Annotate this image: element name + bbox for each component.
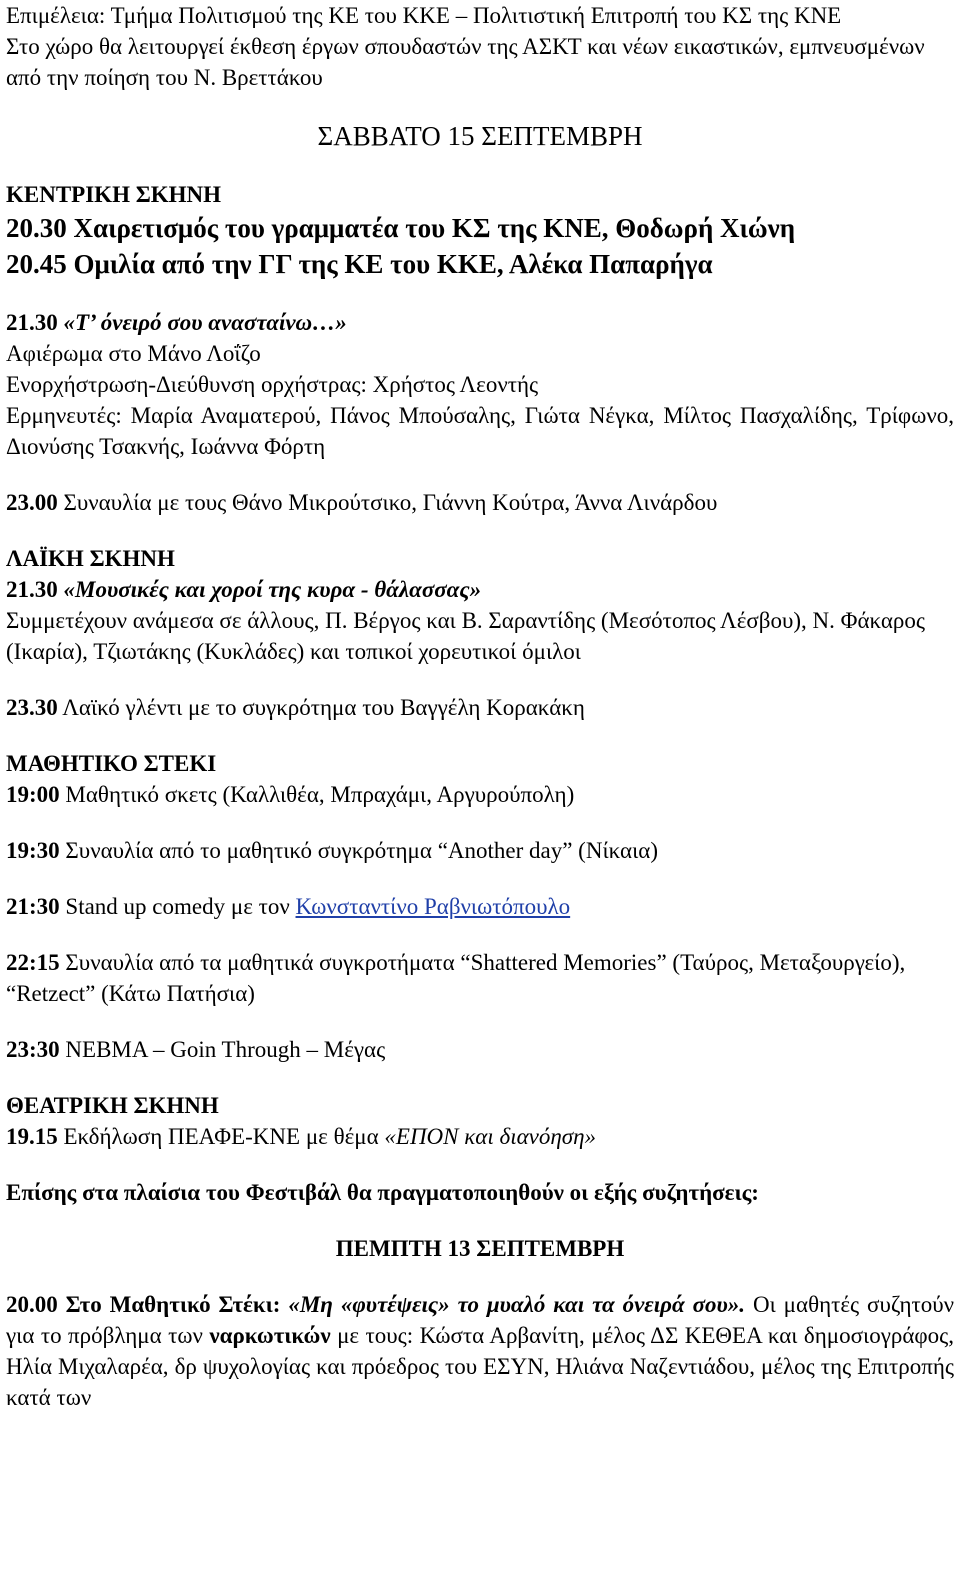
folk-item-2-text: Λαϊκό γλέντι με το συγκρότημα του Βαγγέλη Κορακάκη: [62, 695, 585, 720]
discussions-heading: Επίσης στα πλαίσια του Φεστιβάλ θα πραγματοποιηθούν οι εξής συζητήσεις:: [6, 1180, 759, 1205]
student-item-4-time: 22:15: [6, 950, 60, 975]
central-item-3-title: «Τ’ όνειρό σου ανασταίνω…»: [63, 310, 347, 335]
central-item-3-performers: Ερμηνευτές: Μαρία Αναματερού, Πάνος Μπούσαλης, Γιώτα Νέγκα, Μίλτος Πασχαλίδης, Τρίφωνο, Διονύσης Τσακνής, Ιωάννα Φόρτη: [6, 403, 954, 459]
theatre-item-1-time: 19.15: [6, 1124, 58, 1149]
thursday-text-a: Οι μαθητές συζητούν για το πρόβλημα των: [6, 1292, 955, 1348]
student-item-1-time: 19:00: [6, 782, 60, 807]
thursday-title: «Μη «φυτέψεις» το μυαλό και τα όνειρά σου».: [288, 1292, 746, 1317]
student-item-1: [6, 779, 954, 810]
central-item-3-orchestra: Ενορχήστρωση-Διεύθυνση ορχήστρας: Χρήστος Λεοντής: [6, 372, 539, 397]
theatre-item-1-topic: «ΕΠΟΝ και διανόηση»: [384, 1124, 597, 1149]
intro-exhibition: Στο χώρο θα λειτουργεί έκθεση έργων σπουδαστών της ΑΣΚΤ και νέων εικαστικών, εμπνευσμένων από την ποίηση του Ν. Βρεττάκου: [6, 34, 925, 90]
central-item-3-title-line: [6, 307, 954, 338]
student-item-1-text: Μαθητικό σκετς (Καλλιθέα, Μπραχάμι, Αργυρούπολη): [65, 782, 575, 807]
student-item-4-text: Συναυλία από τα μαθητικά συγκροτήματα “Shattered Memories” (Ταύρος, Μεταξουργείο), “Retzect” (Κάτω Πατήσια): [6, 950, 906, 1006]
central-item-4-text: Συναυλία με τους Θάνο Μικρούτσικο, Γιάννη Κούτρα, Άννα Λινάρδου: [63, 490, 718, 515]
student-item-3-time: 21:30: [6, 894, 60, 919]
central-item-1: 20.30 Χαιρετισμός του γραμματέα του ΚΣ της ΚΝΕ, Θοδωρή Χιώνη: [6, 213, 796, 243]
intro-editorial: Επιμέλεια: Τμήμα Πολιτισμού της ΚΕ του ΚΚΕ – Πολιτιστική Επιτροπή του ΚΣ της ΚΝΕ: [6, 3, 842, 28]
central-item-3-tribute: Αφιέρωμα στο Μάνο Λοΐζο: [6, 341, 261, 366]
thursday-text-b: με τους: Κώστα Αρβανίτη, μέλος ΔΣ ΚΕΘΕΑ και δημοσιογράφος, Ηλία Μιχαλαρέα, δρ ψυχολογίας και πρόεδρος του ΕΣΥΝ, Ηλιάνα Ναζεντιάδου, μέλος της Επιτροπής κατά των: [6, 1323, 955, 1410]
saturday-heading: ΣΑΒΒΑΤΟ 15 ΣΕΠΤΕΜΒΡΗ: [317, 121, 643, 151]
student-item-2-text: Συναυλία από το μαθητικό συγκρότημα “Another day” (Νίκαια): [65, 838, 658, 863]
thursday-heading: ΠΕΜΠΤΗ 13 ΣΕΠΤΕΜΒΡΗ: [335, 1236, 625, 1261]
thursday-topic-drugs: ναρκωτικών: [209, 1323, 331, 1348]
folk-item-2-time: 23.30: [6, 695, 58, 720]
thursday-time-place: 20.00 Στο Μαθητικό Στέκι:: [6, 1292, 281, 1317]
thursday-discussion: [6, 1289, 954, 1413]
folk-item-1-title: «Μουσικές και χοροί της κυρα - θάλασσας»: [63, 577, 482, 602]
folk-item-2: [6, 692, 954, 723]
central-item-4: [6, 487, 954, 518]
central-item-4-time: 23.00: [6, 490, 58, 515]
folk-item-1-time: 21.30: [6, 577, 58, 602]
folk-item-1-title-line: [6, 574, 954, 605]
folk-item-1-text: Συμμετέχουν ανάμεσα σε άλλους, Π. Βέργος και Β. Σαραντίδης (Μεσότοπος Λέσβου), Ν. Φάκαρος (Ικαρία), Τζιωτάκης (Κυκλάδες) και τοπικοί χορευτικοί όμιλοι: [6, 608, 926, 664]
student-item-5-time: 23:30: [6, 1037, 60, 1062]
student-item-3-text: Stand up comedy με τον: [65, 894, 290, 919]
theatre-item-1: [6, 1121, 954, 1152]
student-item-2-time: 19:30: [6, 838, 60, 863]
folk-stage-title: ΛΑΪΚΗ ΣΚΗΝΗ: [6, 546, 175, 571]
central-item-3-time: 21.30: [6, 310, 58, 335]
central-item-2: 20.45 Ομιλία από την ΓΓ της ΚΕ του ΚΚΕ, Αλέκα Παπαρήγα: [6, 249, 713, 279]
student-item-5: [6, 1034, 954, 1065]
student-item-3: [6, 891, 954, 922]
central-stage-title: ΚΕΝΤΡΙΚΗ ΣΚΗΝΗ: [6, 182, 222, 207]
theatre-item-1-text: Εκδήλωση ΠΕΑΦΕ-ΚΝΕ με θέμα: [63, 1124, 379, 1149]
student-item-2: [6, 835, 954, 866]
student-item-5-text: ΝΕΒΜΑ – Goin Through – Μέγας: [65, 1037, 386, 1062]
student-item-4: [6, 947, 954, 1009]
comedian-link[interactable]: Κωνσταντίνο Ραβνιωτόπουλο: [295, 894, 571, 919]
student-corner-title: ΜΑΘΗΤΙΚΟ ΣΤΕΚΙ: [6, 751, 217, 776]
theatre-stage-title: ΘΕΑΤΡΙΚΗ ΣΚΗΝΗ: [6, 1093, 219, 1118]
